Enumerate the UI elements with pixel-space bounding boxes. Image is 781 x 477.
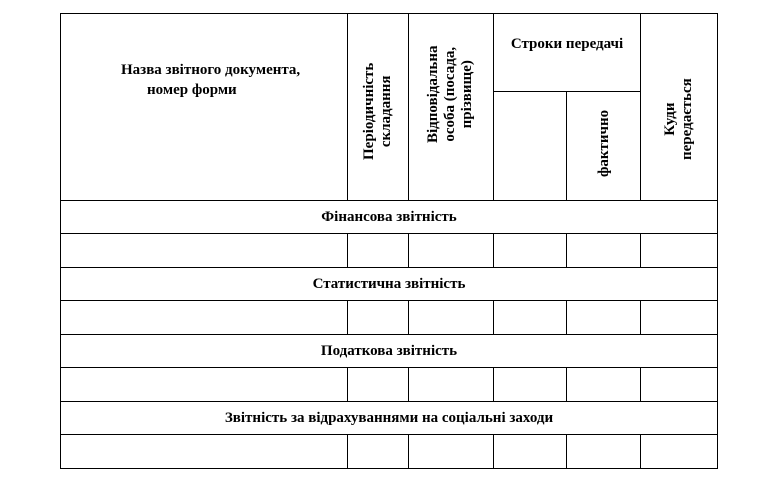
cell-doc-name bbox=[61, 435, 348, 469]
cell-actual bbox=[567, 234, 641, 268]
cell-periodicity bbox=[348, 301, 409, 335]
cell-doc-name bbox=[61, 301, 348, 335]
section-row bbox=[61, 402, 718, 435]
cell-planned bbox=[494, 368, 567, 402]
section-title-tax: Податкова звітність bbox=[61, 335, 718, 368]
cell-periodicity bbox=[348, 368, 409, 402]
cell-periodicity bbox=[348, 234, 409, 268]
cell-planned bbox=[494, 301, 567, 335]
header-responsible-line1: Відповідальна bbox=[425, 45, 441, 143]
section-title-statistical: Статистична звітність bbox=[61, 268, 718, 301]
section-title-financial: Фінансова звітність bbox=[61, 201, 718, 234]
cell-doc-name bbox=[61, 368, 348, 402]
header-deadlines-planned bbox=[494, 92, 567, 201]
table-row bbox=[61, 368, 718, 402]
header-deadlines-actual: фактично bbox=[567, 92, 641, 201]
header-doc-name-line1: Назва звітного документа, bbox=[121, 62, 301, 78]
header-responsible bbox=[409, 14, 494, 201]
header-row-top bbox=[61, 14, 718, 92]
header-destination-line1: Куди bbox=[662, 102, 678, 136]
header-doc-name-line2: номер форми bbox=[147, 82, 237, 98]
section-title-social: Звітність за відрахуваннями на соціальні заходи bbox=[61, 402, 718, 435]
cell-responsible bbox=[409, 435, 494, 469]
header-doc-name bbox=[61, 14, 348, 201]
cell-doc-name bbox=[61, 234, 348, 268]
section-row bbox=[61, 335, 718, 368]
header-responsible-line3: прізвище) bbox=[459, 60, 475, 129]
cell-destination bbox=[641, 234, 718, 268]
cell-planned bbox=[494, 435, 567, 469]
report-table bbox=[60, 13, 718, 469]
header-destination bbox=[641, 14, 718, 201]
header-deadlines: Строки передачі bbox=[494, 14, 641, 92]
cell-destination bbox=[641, 435, 718, 469]
cell-destination bbox=[641, 301, 718, 335]
cell-responsible bbox=[409, 301, 494, 335]
cell-destination bbox=[641, 368, 718, 402]
cell-actual bbox=[567, 368, 641, 402]
cell-periodicity bbox=[348, 435, 409, 469]
header-destination-line2: передається bbox=[679, 78, 695, 160]
section-row bbox=[61, 268, 718, 301]
table-row bbox=[61, 301, 718, 335]
table-row bbox=[61, 435, 718, 469]
table-row bbox=[61, 234, 718, 268]
header-periodicity-line1: Періодичність bbox=[361, 62, 377, 160]
cell-responsible bbox=[409, 234, 494, 268]
cell-actual bbox=[567, 301, 641, 335]
cell-planned bbox=[494, 234, 567, 268]
header-periodicity bbox=[348, 14, 409, 201]
header-responsible-line2: особа (посада, bbox=[442, 46, 458, 142]
header-periodicity-line2: складання bbox=[378, 75, 394, 148]
cell-responsible bbox=[409, 368, 494, 402]
cell-actual bbox=[567, 435, 641, 469]
section-row bbox=[61, 201, 718, 234]
